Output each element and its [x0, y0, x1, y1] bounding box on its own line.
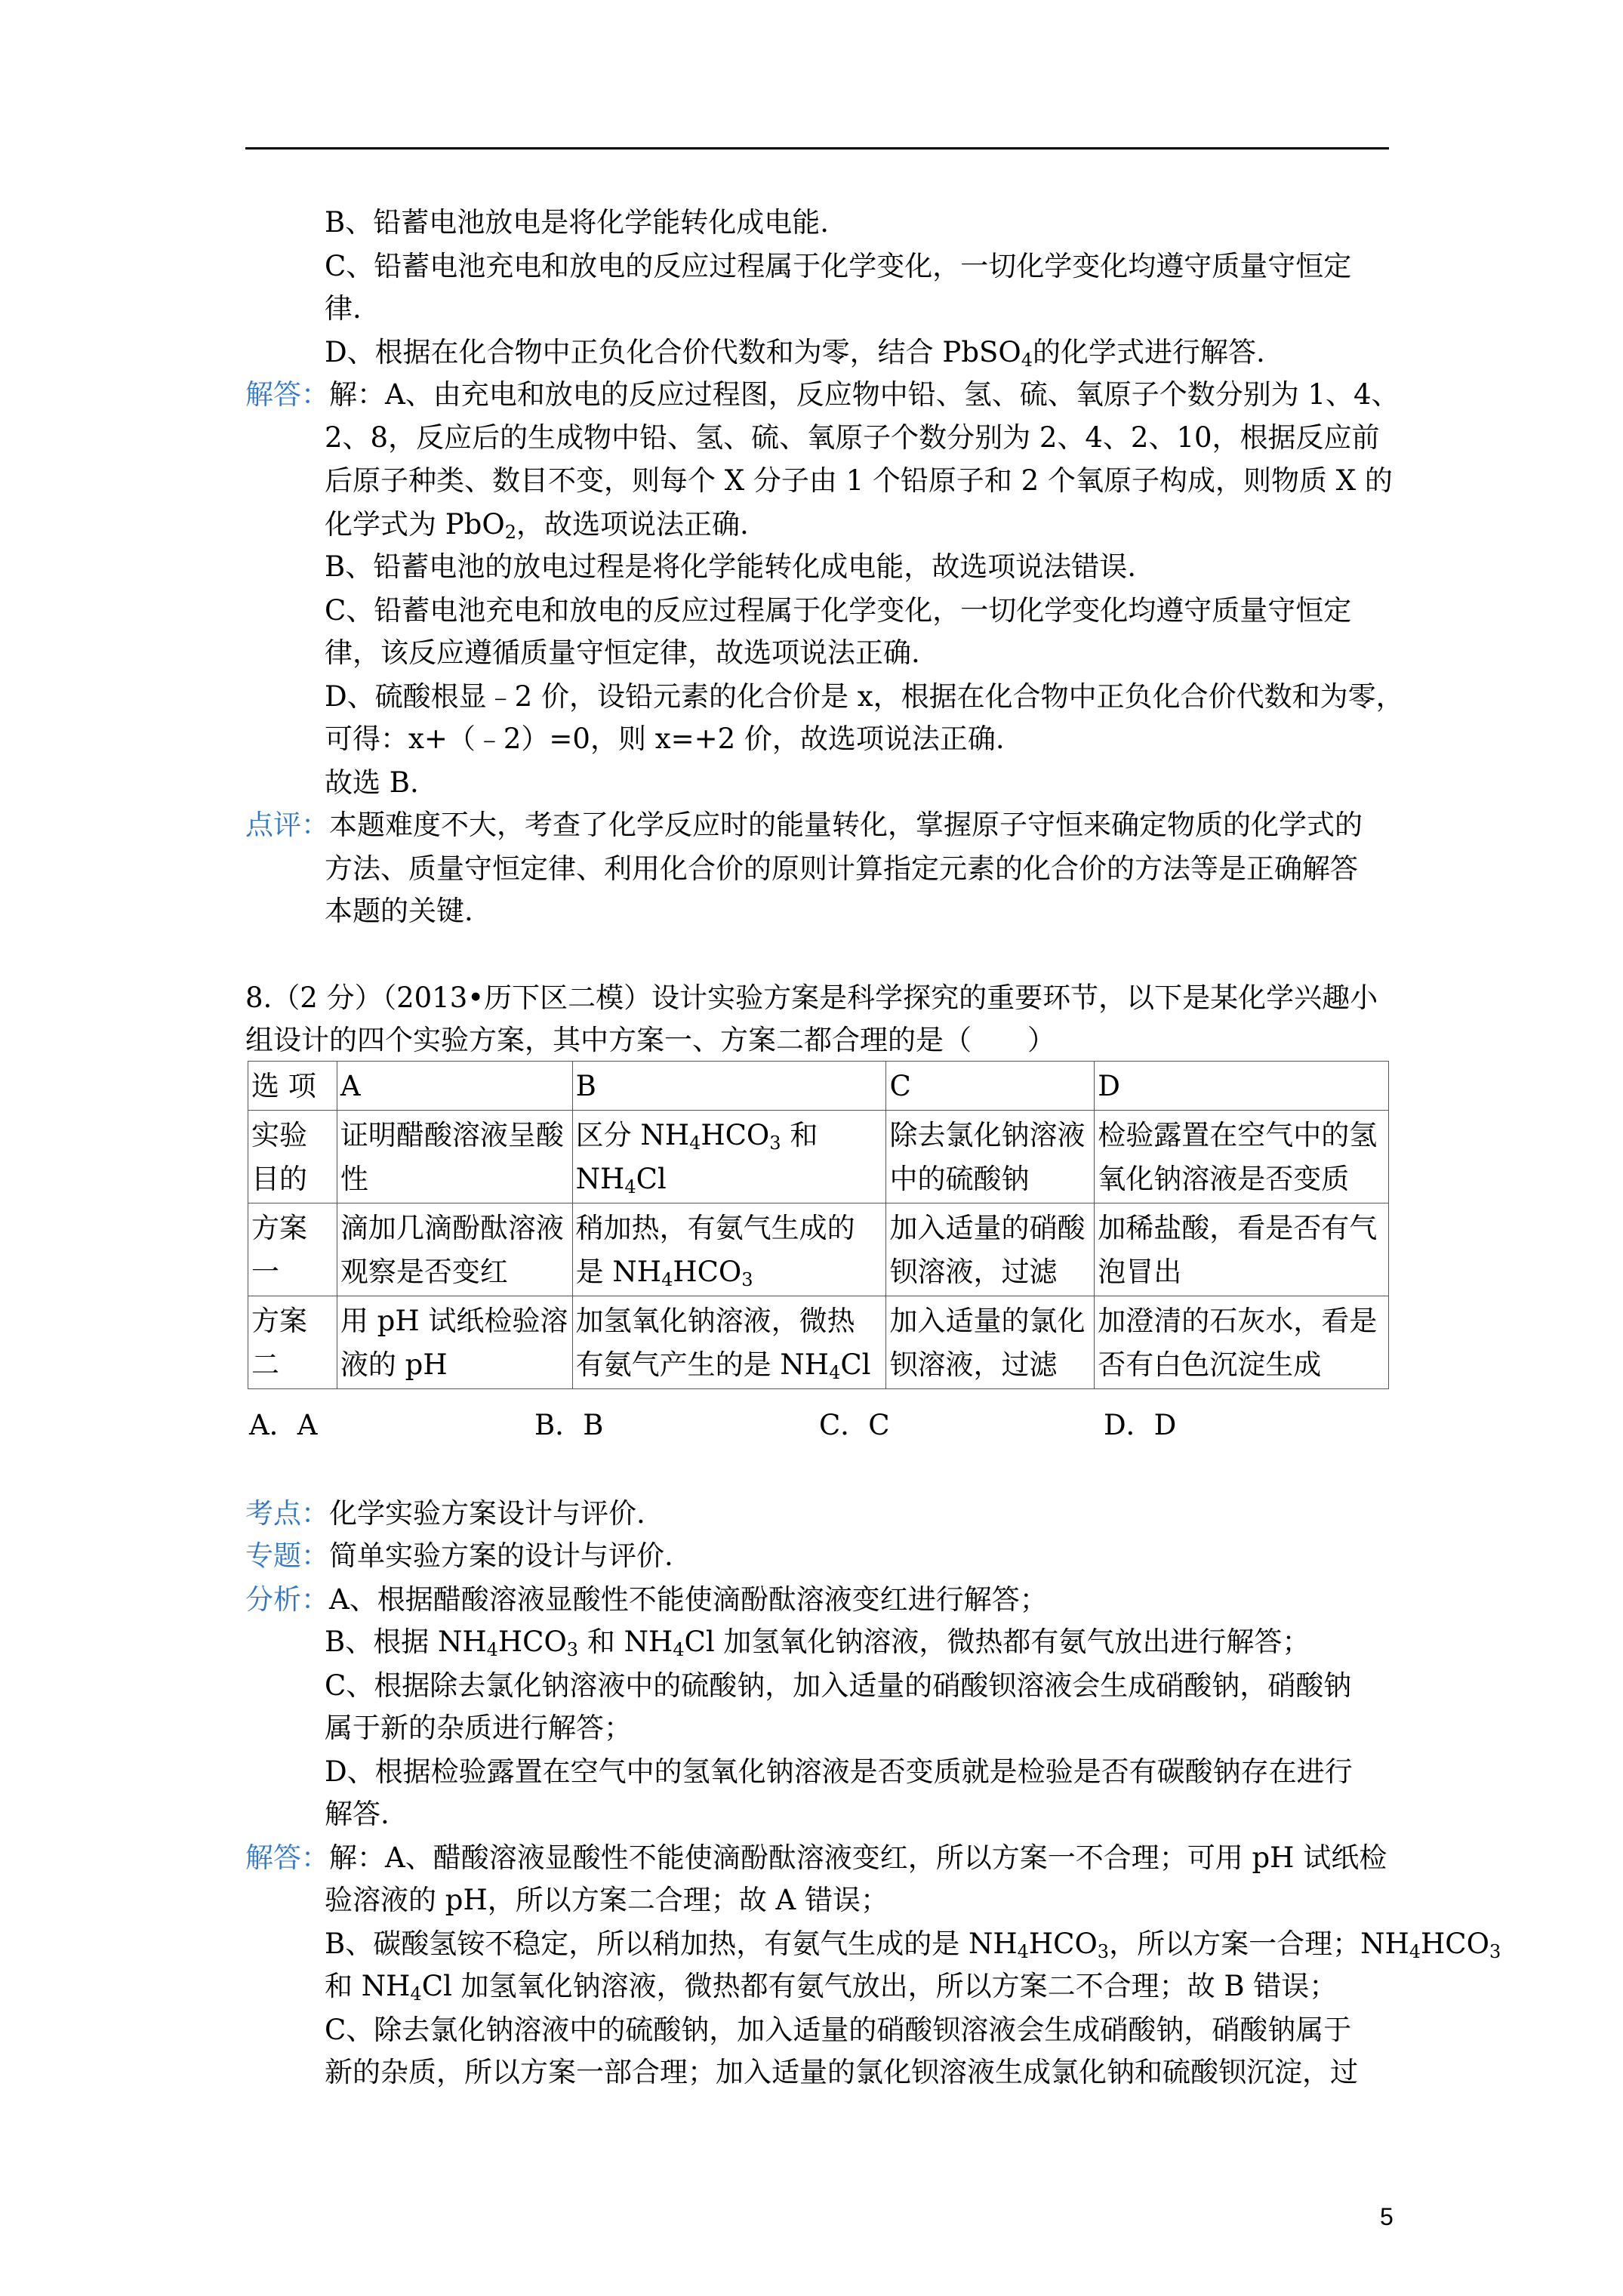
zhuanti-label: 专题：: [245, 1539, 329, 1572]
answer-line-2: 2、8，反应后的生成物中铅、氢、硫、氧原子个数分别为 2、4、2、10，根据反应前: [325, 421, 1380, 454]
table-cell: 加入适量的硝酸钡溶液，过滤: [886, 1203, 1095, 1296]
table-row: [248, 1203, 1389, 1296]
analysis-line-c1: C、铅蓄电池充电和放电的反应过程属于化学变化，一切化学变化均遵守质量守恒定: [325, 250, 1352, 282]
comment-line-2: 方法、质量守恒定律、利用化合价的原则计算指定元素的化合价的方法等是正确解答: [325, 852, 1358, 885]
table-row: [248, 1296, 1389, 1389]
table-row: [248, 1111, 1389, 1203]
fenxi-line-4: 属于新的杂质进行解答；: [325, 1712, 632, 1744]
answer-line-10: 故选 B.: [325, 766, 419, 799]
fenxi-line-3: C、根据除去氯化钠溶液中的硫酸钠，加入适量的硝酸钡溶液会生成硝酸钠，硝酸钠: [325, 1669, 1352, 1702]
comment-line-3: 本题的关键.: [325, 895, 473, 927]
kaodian-label: 考点：: [245, 1497, 329, 1530]
answer-label: 解答：: [245, 378, 329, 411]
fenxi-line-2: B、根据 $NH_4HCO_3$ 和 $NH_4Cl$ 加氢氧化钠溶液，微热都有氨气放出进行解答；: [325, 1626, 1310, 1660]
jieda-line-6: 新的杂质，所以方案一部合理；加入适量的氯化钡溶液生成氯化钠和硫酸钡沉淀，过: [325, 2056, 1358, 2088]
fenxi-line-1: 分析：A、根据醋酸溶液显酸性不能使滴酚酞溶液变红进行解答；: [245, 1583, 1048, 1616]
jieda-line-3: B、碳酸氢铵不稳定，所以稍加热，有氨气生成的是 $NH_4HCO_3$，所以方案一合理；$NH_4HCO_3$: [325, 1928, 1501, 1962]
options-table: [248, 1061, 1389, 1389]
analysis-line-b: B、铅蓄电池放电是将化学能转化成电能.: [325, 206, 829, 239]
table-row: [248, 1062, 1389, 1111]
fenxi-line-5: D、根据检验露置在空气中的氢氧化钠溶液是否变质就是检验是否有碳酸钠存在进行: [325, 1755, 1353, 1788]
jieda-line-1: 解答：解：A、醋酸溶液显酸性不能使滴酚酞溶液变红，所以方案一不合理；可用 pH 试纸检: [245, 1841, 1387, 1874]
table-cell: 检验露置在空气中的氢氧化钠溶液是否变质: [1095, 1111, 1389, 1203]
table-cell: 加入适量的氯化钡溶液，过滤: [886, 1296, 1095, 1389]
page-number: 5: [1380, 2203, 1394, 2230]
answer-line-9: 可得：x+（﹣2）=0，则 x=+2 价，故选项说法正确.: [325, 723, 1005, 755]
table-cell: 稍加热，有氨气生成的是 $NH_4HCO_3$: [572, 1203, 886, 1296]
analysis-line-d: D、根据在化合物中正负化合价代数和为零，结合 PbSO$_4$的化学式进行解答.: [325, 336, 1265, 371]
header-rule: [245, 147, 1389, 149]
analysis-line-c2: 律.: [325, 292, 362, 325]
answer-line-4: 化学式为 PbO$_2$，故选项说法正确.: [325, 508, 749, 543]
choice-d[interactable]: D．D: [1104, 1409, 1177, 1441]
jieda-line-4: 和 $NH_4Cl$ 加氢氧化钠溶液，微热都有氨气放出，所以方案二不合理；故 B 错误；: [325, 1970, 1338, 2005]
kaodian-line: 考点：化学实验方案设计与评价.: [245, 1497, 645, 1530]
table-header-cell: A: [337, 1062, 572, 1111]
choice-b[interactable]: B．B: [534, 1409, 604, 1441]
answer-line-1: 解答：解：A、由充电和放电的反应过程图，反应物中铅、氢、硫、氧原子个数分别为 1、4、: [245, 378, 1400, 411]
table-cell: 加稀盐酸，看是否有气泡冒出: [1095, 1203, 1389, 1296]
table-cell: 除去氯化钠溶液中的硫酸钠: [886, 1111, 1095, 1203]
fenxi-label: 分析：: [245, 1583, 329, 1616]
table-header-cell: 选 项: [248, 1062, 337, 1111]
choice-c[interactable]: C．C: [819, 1409, 890, 1441]
question-stem-2: 组设计的四个实验方案，其中方案一、方案二都合理的是（ ）: [245, 1024, 1055, 1056]
table-cell: 实验目的: [248, 1111, 337, 1203]
table-cell: 方案一: [248, 1203, 337, 1296]
table-cell: 加氢氧化钠溶液，微热有氨气产生的是 $NH_4Cl$: [572, 1296, 886, 1389]
question-stem-1: 8.（2 分）（2013•历下区二模）设计实验方案是科学探究的重要环节，以下是某化学兴趣小: [245, 982, 1378, 1014]
table-header-cell: D: [1095, 1062, 1389, 1111]
table-cell: 加澄清的石灰水，看是否有白色沉淀生成: [1095, 1296, 1389, 1389]
answer-line-3: 后原子种类、数目不变，则每个 X 分子由 1 个铅原子和 2 个氧原子构成，则物质 X 的: [325, 464, 1393, 497]
fenxi-line-6: 解答.: [325, 1798, 390, 1830]
answer-line-7: 律，该反应遵循质量守恒定律，故选项说法正确.: [325, 636, 920, 669]
comment-label: 点评：: [245, 809, 329, 841]
choice-a[interactable]: A．A: [249, 1409, 318, 1441]
jieda-line-5: C、除去氯化钠溶液中的硫酸钠，加入适量的硝酸钡溶液会生成硝酸钠，硝酸钠属于: [325, 2014, 1352, 2046]
table-cell: 滴加几滴酚酞溶液观察是否变红: [337, 1203, 572, 1296]
table-header-cell: C: [886, 1062, 1095, 1111]
answer-line-6: C、铅蓄电池充电和放电的反应过程属于化学变化，一切化学变化均遵守质量守恒定: [325, 594, 1352, 627]
jieda-line-2: 验溶液的 pH，所以方案二合理；故 A 错误；: [325, 1884, 888, 1916]
zhuanti-line: 专题：简单实验方案的设计与评价.: [245, 1539, 673, 1572]
answer-line-8: D、硫酸根显﹣2 价，设铅元素的化合价是 x，根据在化合物中正负化合价代数和为零，: [325, 680, 1404, 713]
table-cell: 方案二: [248, 1296, 337, 1389]
answer-line-5: B、铅蓄电池的放电过程是将化学能转化成电能，故选项说法错误.: [325, 550, 1136, 583]
table-header-cell: B: [572, 1062, 886, 1111]
comment-line-1: 点评：本题难度不大，考查了化学反应时的能量转化，掌握原子守恒来确定物质的化学式的: [245, 809, 1363, 841]
table-cell: 用 pH 试纸检验溶液的 pH: [337, 1296, 572, 1389]
table-cell: 证明醋酸溶液呈酸性: [337, 1111, 572, 1203]
table-cell: 区分 $NH_4HCO_3$ 和 $NH_4Cl$: [572, 1111, 886, 1203]
jieda-label: 解答：: [245, 1841, 329, 1874]
